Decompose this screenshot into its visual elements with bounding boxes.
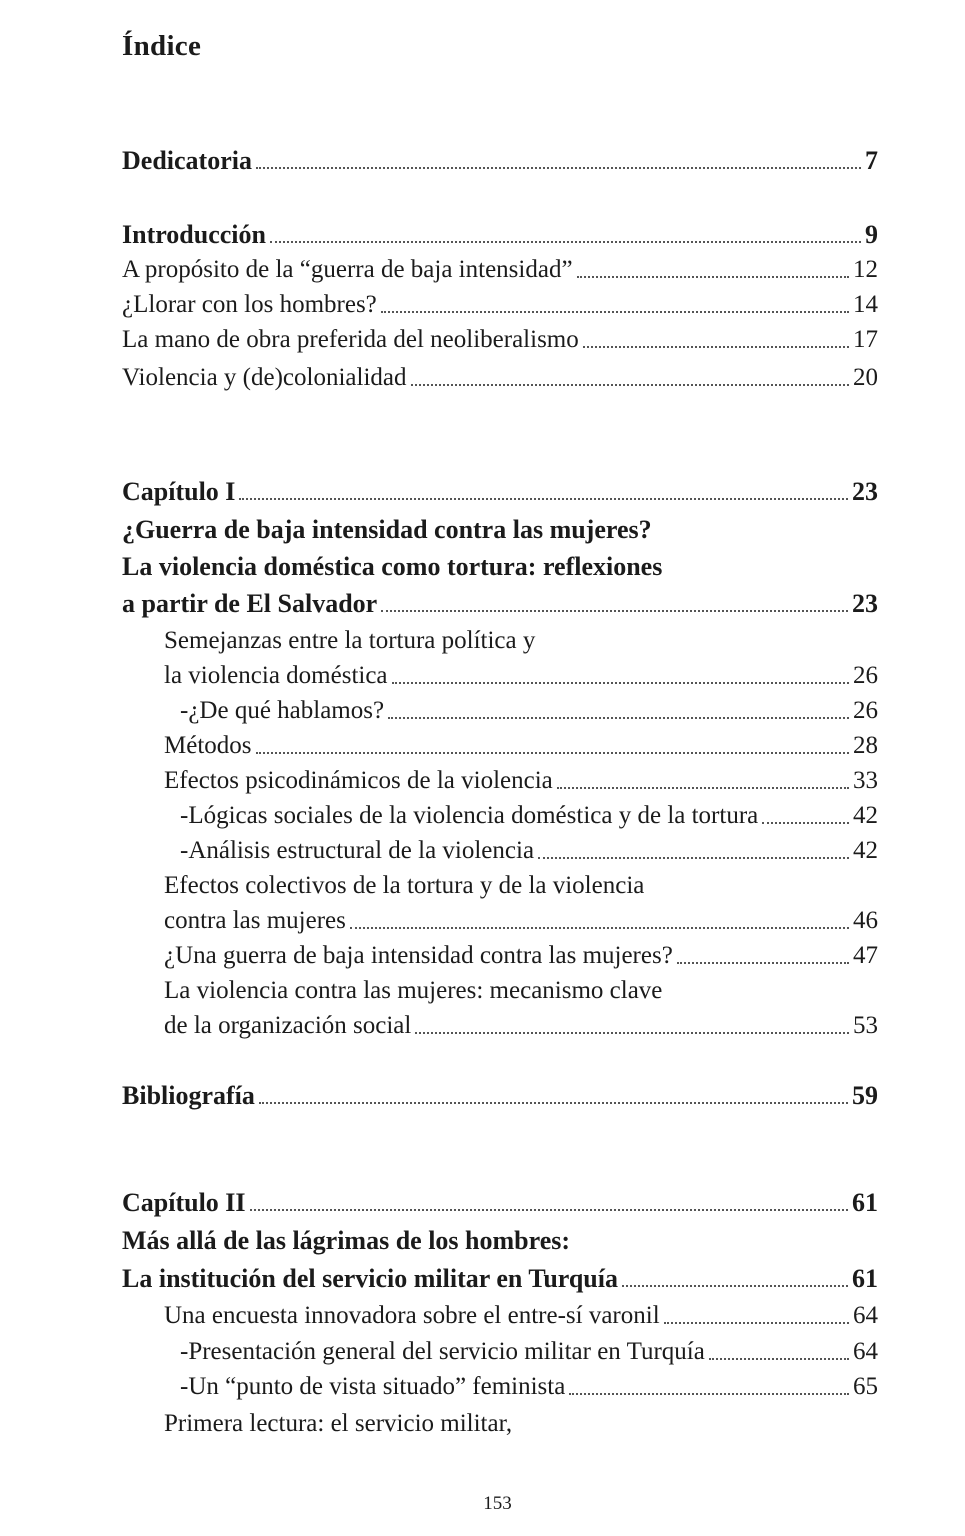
- toc-entry-page: 33: [853, 767, 878, 794]
- toc-entry-title: Introducción: [122, 220, 266, 249]
- toc-entry-chapter-1-title: [122, 587, 878, 621]
- toc-entry-page: 61: [852, 1188, 878, 1217]
- toc-entry-page: 9: [865, 220, 878, 249]
- table-of-contents: [122, 0, 878, 1536]
- toc-entry: [164, 764, 878, 798]
- toc-entry-page: 42: [853, 802, 878, 829]
- toc-entry-title: A propósito de la “guerra de baja intensidad”: [122, 256, 573, 283]
- toc-entry-title: de la organización social: [164, 1012, 412, 1039]
- toc-entry-chapter-2: [122, 1186, 878, 1220]
- toc-entry: [180, 1335, 878, 1369]
- toc-entry-title: -Lógicas sociales de la violencia doméstica y de la tortura: [180, 802, 759, 829]
- dot-leader: [583, 346, 849, 348]
- toc-entry: [180, 1370, 878, 1404]
- toc-entry-page: 64: [853, 1338, 878, 1365]
- toc-entry-page: 26: [853, 662, 878, 689]
- dot-leader: [256, 167, 861, 169]
- dot-leader: [250, 1209, 848, 1211]
- toc-entry-title: Efectos psicodinámicos de la violencia: [164, 767, 553, 794]
- dot-leader: [709, 1358, 849, 1360]
- toc-entry-continuation: La violencia contra las mujeres: mecanismo clave: [164, 977, 663, 1004]
- toc-entry-title: -¿De qué hablamos?: [180, 697, 385, 724]
- dot-leader: [350, 927, 849, 929]
- dot-leader: [577, 276, 849, 278]
- toc-entry-title: Dedicatoria: [122, 146, 252, 175]
- toc-entry-title: Capítulo II: [122, 1188, 246, 1217]
- dot-leader: [239, 498, 848, 500]
- toc-entry-page: 28: [853, 732, 878, 759]
- toc-entry-continuation: La violencia doméstica como tortura: reflexiones: [122, 552, 663, 581]
- toc-entry: [164, 1009, 878, 1043]
- toc-entry-page: 26: [853, 697, 878, 724]
- toc-entry-continuation: Semejanzas entre la tortura política y: [164, 627, 536, 654]
- toc-entry-continuation: Efectos colectivos de la tortura y de la violencia: [164, 872, 645, 899]
- toc-entry: [180, 834, 878, 868]
- toc-entry: [164, 1299, 878, 1333]
- toc-entry-page: 23: [852, 477, 878, 506]
- dot-leader: [557, 787, 849, 789]
- toc-entry-page: 12: [853, 256, 878, 283]
- toc-entry: [122, 323, 878, 357]
- dot-leader: [381, 610, 848, 612]
- toc-entry: [122, 253, 878, 287]
- toc-entry-title: Una encuesta innovadora sobre el entre-sí varonil: [164, 1302, 660, 1329]
- toc-entry-title: la violencia doméstica: [164, 662, 388, 689]
- toc-entry-page: 46: [853, 907, 878, 934]
- toc-entry-page: 53: [853, 1012, 878, 1039]
- toc-entry-bibliografia: [122, 1079, 878, 1113]
- dot-leader: [538, 857, 849, 859]
- toc-entry-continuation: ¿Guerra de baja intensidad contra las mujeres?: [122, 515, 652, 544]
- toc-entry-title: La mano de obra preferida del neoliberalismo: [122, 326, 579, 353]
- toc-entry: [122, 361, 878, 395]
- toc-entry-page: 17: [853, 326, 878, 353]
- toc-entry-dedicatoria: [122, 144, 878, 178]
- toc-entry-page: 61: [852, 1264, 878, 1293]
- toc-entry-title: a partir de El Salvador: [122, 589, 378, 618]
- dot-leader: [256, 752, 850, 754]
- dot-leader: [415, 1032, 849, 1034]
- dot-leader: [270, 241, 861, 243]
- toc-entry-title: -Un “punto de vista situado” feminista: [180, 1373, 566, 1400]
- toc-entry-title: -Presentación general del servicio militar en Turquía: [180, 1338, 705, 1365]
- toc-entry-page: 64: [853, 1302, 878, 1329]
- toc-entry-chapter-1: [122, 475, 878, 509]
- toc-entry-title: Violencia y (de)colonialidad: [122, 364, 407, 391]
- toc-entry-title: Capítulo I: [122, 477, 236, 506]
- toc-entry-chapter-2-title: [122, 1262, 878, 1296]
- dot-leader: [569, 1393, 849, 1395]
- dot-leader: [381, 311, 849, 313]
- toc-entry-page: 23: [852, 589, 878, 618]
- toc-entry-page: 59: [852, 1081, 878, 1110]
- toc-entry-continuation: Más allá de las lágrimas de los hombres:: [122, 1226, 571, 1255]
- toc-entry: [164, 904, 878, 938]
- toc-entry-page: 20: [853, 364, 878, 391]
- dot-leader: [762, 822, 849, 824]
- dot-leader: [259, 1102, 848, 1104]
- dot-leader: [392, 682, 849, 684]
- toc-entry-introduccion: [122, 218, 878, 252]
- toc-entry-title: La institución del servicio militar en Turquía: [122, 1264, 618, 1293]
- toc-entry-title: ¿Una guerra de baja intensidad contra las mujeres?: [164, 942, 673, 969]
- dot-leader: [411, 384, 850, 386]
- toc-entry-page: 42: [853, 837, 878, 864]
- page-title: Índice: [122, 30, 202, 62]
- toc-entry-page: 47: [853, 942, 878, 969]
- toc-entry: [164, 729, 878, 763]
- toc-entry: [180, 799, 878, 833]
- toc-entry-page: 14: [853, 291, 878, 318]
- toc-entry-page: 65: [853, 1373, 878, 1400]
- dot-leader: [664, 1322, 849, 1324]
- dot-leader: [388, 717, 849, 719]
- dot-leader: [677, 962, 849, 964]
- toc-entry-title: Métodos: [164, 732, 252, 759]
- toc-entry: [122, 288, 878, 322]
- toc-entry-title: -Análisis estructural de la violencia: [180, 837, 535, 864]
- toc-entry: [180, 694, 878, 728]
- toc-entry-page: 7: [865, 146, 878, 175]
- dot-leader: [622, 1285, 848, 1287]
- page-number: 153: [483, 1493, 512, 1514]
- toc-entry: [164, 939, 878, 973]
- toc-entry-title: Bibliografía: [122, 1081, 255, 1110]
- toc-entry-title: contra las mujeres: [164, 907, 346, 934]
- toc-entry-title: ¿Llorar con los hombres?: [122, 291, 377, 318]
- toc-entry-continuation: Primera lectura: el servicio militar,: [164, 1410, 513, 1437]
- toc-entry: [164, 659, 878, 693]
